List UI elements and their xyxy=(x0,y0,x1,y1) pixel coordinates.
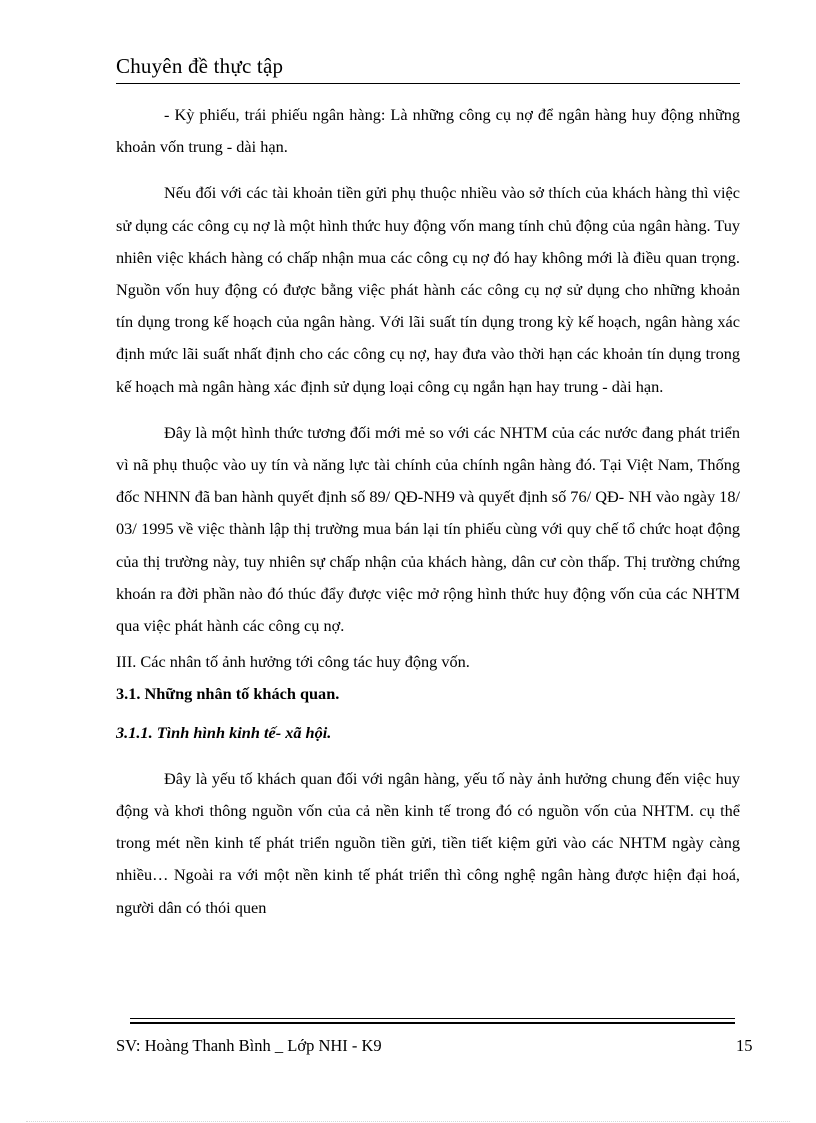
paragraph-kinh-te-xa-hoi: Đây là yếu tố khách quan đối với ngân hàng, yếu tố này ảnh hưởng chung đến việc huy động và khơi thông nguồn vốn của cả nền kinh tế trong đó có nguồn vốn của NHTM. cụ thể trong mét nền kinh tế phát triển nguồn tiền gửi, tiền tiết kiệm gửi vào các NHTM ngày càng nhiều… Ngoài ra với một nền kinh tế phát triển thì công nghệ ngân hàng được hiện đại hoá, người dân có thói quen xyxy=(116,768,740,917)
page-number: 15 xyxy=(736,1036,753,1055)
footer-author: SV: Hoàng Thanh Bình _ Lớp NHI - K9 xyxy=(116,1036,382,1055)
header-title: Chuyên đề thực tập xyxy=(116,54,284,78)
footer-divider-thin xyxy=(130,1018,735,1019)
section-heading: III. Các nhân tố ảnh hưởng tới công tác huy động vốn. xyxy=(116,652,470,672)
header-divider xyxy=(116,83,740,84)
subsection-heading: 3.1. Những nhân tố khách quan. xyxy=(116,684,340,704)
subsubsection-heading: 3.1.1. Tình hình kinh tế- xã hội. xyxy=(116,722,332,742)
footer-divider-thick xyxy=(130,1022,735,1024)
paragraph-hinh-thuc-moi: Đây là một hình thức tương đối mới mẻ so với các NHTM của các nước đang phát triển vì nã phụ thuộc vào uy tín và năng lực tài chính của chính ngân hàng đó. Tại Việt Nam, Thống đốc NHNN đã ban hành quyết định số 89/ QĐ-NH9 và quyết định số 76/ QĐ- NH vào ngày 18/ 03/ 1995 về việc thành lập thị trường mua bán lại tín phiếu cùng với quy chế tổ chức hoạt động của thị trường này, tuy nhiên sự chấp nhận của khách hàng, dân cư còn thấp. Thị trường chứng khoán ra đời phần nào đó thúc đẩy được việc mở rộng hình thức huy động vốn của các NHTM qua việc phát hành các công cụ nợ. xyxy=(116,422,740,636)
page-edge-guide xyxy=(26,1121,790,1122)
document-body xyxy=(116,99,740,924)
paragraph-ky-phieu: - Kỳ phiếu, trái phiếu ngân hàng: Là những công cụ nợ để ngân hàng huy động những khoản vốn trung - dài hạn. xyxy=(116,105,740,157)
paragraph-cong-cu-no: Nếu đối với các tài khoản tiền gửi phụ thuộc nhiều vào sở thích của khách hàng thì việc sử dụng các công cụ nợ là một hình thức huy động vốn mang tính chủ động của ngân hàng. Tuy nhiên việc khách hàng có chấp nhận mua các công cụ nợ đó hay không mới là điều quan trọng. Nguồn vốn huy động có được bằng việc phát hành các công cụ nợ sử dụng cho những khoản tín dụng trong kế hoạch của ngân hàng. Với lãi suất tín dụng trong kỳ kế hoạch, ngân hàng xác định mức lãi suất nhất định cho các công cụ nợ, hay đưa vào thời hạn các khoản tín dụng trong kế hoạch mà ngân hàng xác định sử dụng loại công cụ ngắn hạn hay trung - dài hạn. xyxy=(116,183,740,396)
